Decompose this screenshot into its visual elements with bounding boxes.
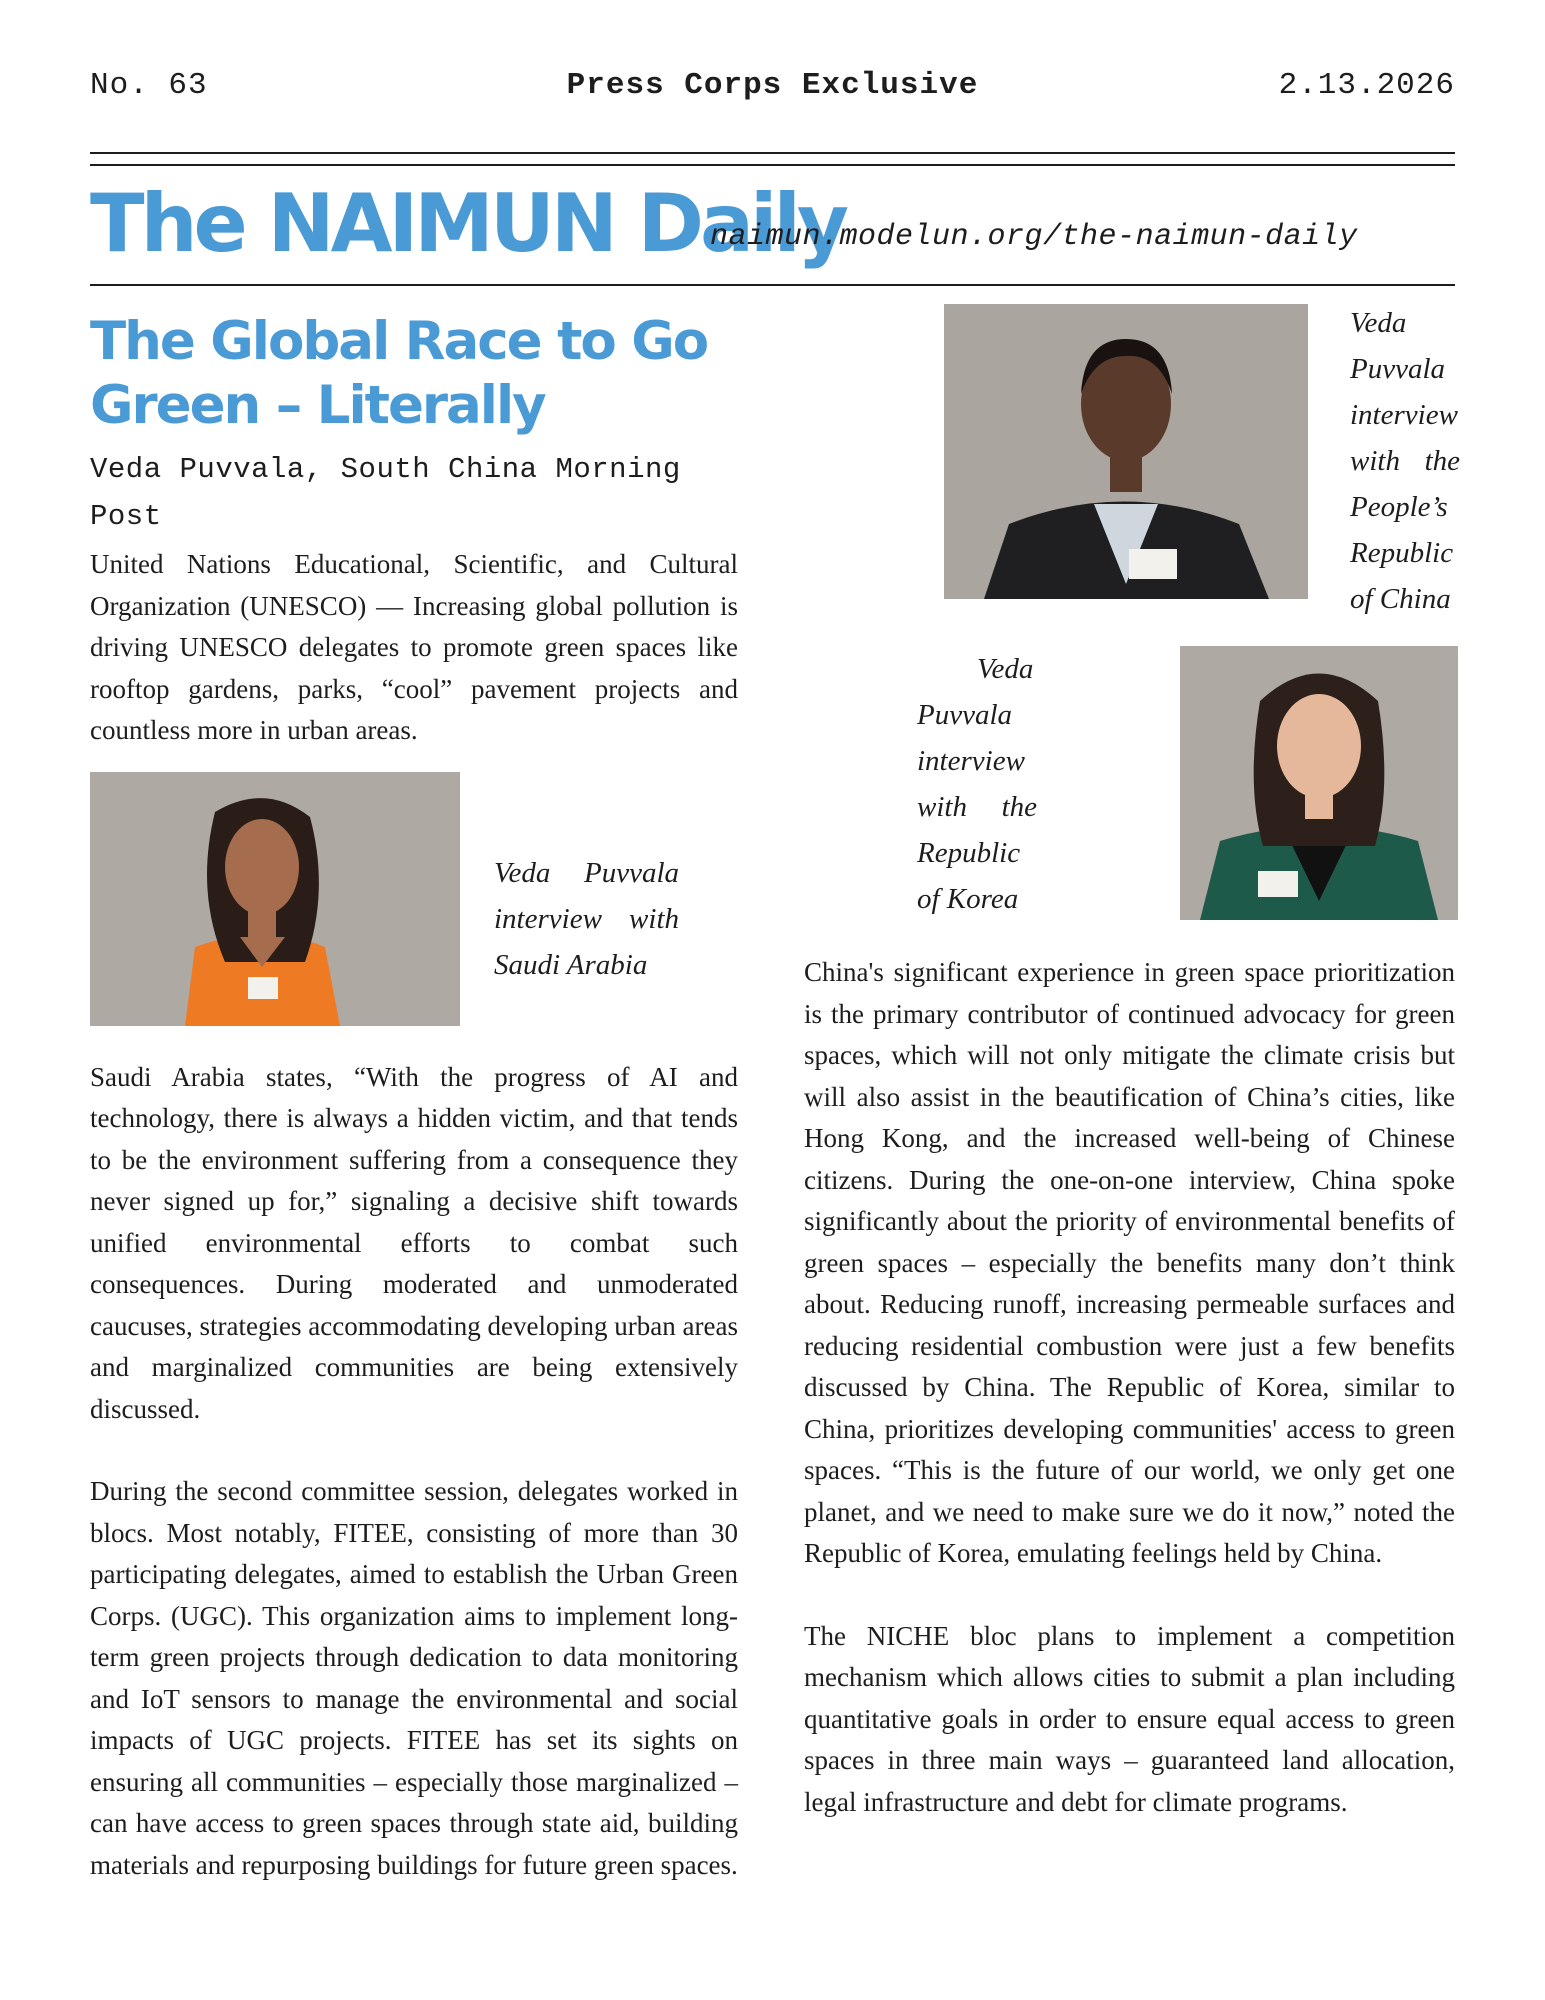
double-divider (90, 152, 1455, 166)
paragraph-china-korea: China's significant experience in green space prioritization is the primary contributor of continued advocacy for green spaces, which will not only mitigate the climate crisis but will also assist in the beautification of China’s cities, like Hong Kong, and the increased well-being of Chinese citizens. During the one-on-one interview, China spoke significantly about the priority of environmental benefits of green spaces – especially the benefits many don’t think about. Reducing runoff, increasing permeable surfaces and reducing residential combustion were just a few benefits discussed by China. The Republic of Korea, similar to China, prioritizes developing communities' access to green spaces. “This is the future of our world, we only get one planet, and we need to make sure we do it now,” noted the Republic of Korea, emulating feelings held by China. (804, 957, 1455, 1568)
left-column (90, 300, 738, 1886)
publication-url[interactable]: naimun.modelun.org/the-naimun-daily (710, 220, 1358, 254)
figure-china (804, 300, 1460, 630)
photo-korea-interview (1180, 646, 1458, 920)
paragraph-saudi-arabia: Saudi Arabia states, “With the progress of AI and technology, there is always a hidden victim, and that tends to be the environment suffering from a consequence they never signed up for,” signaling a decisive shift towards unified environmental efforts to combat such consequences. During moderated and unmoderated caucuses, strategies accommodating developing urban areas and marginalized communities are being extensively discussed. (90, 1061, 738, 1424)
masthead-divider (90, 284, 1455, 286)
top-bar (90, 68, 1455, 118)
article-byline: Veda Puvvala, South China Morning Post (90, 453, 681, 533)
issue-number: No. 63 (90, 68, 208, 103)
caption-korea: Veda Puvvala interview with the Republic of Korea (917, 653, 1037, 915)
section-label: Press Corps Exclusive (566, 68, 979, 103)
article-intro: United Nations Educational, Scientific, and Cultural Organization (UNESCO) — Increasing global pollution is driving UNESCO delegates to promote green spaces like rooftop gardens, parks, “cool” pavement projects and countless more in urban areas. (90, 549, 738, 745)
article-headline: The Global Race to Go Green – Literally (90, 311, 708, 436)
newsletter-page (90, 0, 1460, 2000)
issue-date: 2.13.2026 (1278, 68, 1455, 103)
paragraph-niche-bloc: The NICHE bloc plans to implement a competition mechanism which allows cities to submit a plan including quantitative goals in order to ensure equal access to green spaces in three main ways – guaranteed land allocation, legal infrastructure and debt for climate programs. (804, 1620, 1455, 1817)
photo-china-interview (944, 304, 1308, 599)
photo-saudi-arabia-interview (90, 772, 460, 1026)
figure-saudi (90, 772, 738, 1044)
caption-saudi: Veda Puvvala interview with Saudi Arabia (494, 856, 679, 981)
figure-korea (804, 646, 1455, 950)
paragraph-fitee: During the second committee session, delegates worked in blocs. Most notably, FITEE, consisting of more than 30 participating delegates, aimed to establish the Urban Green Corps. (UGC). This organization aims to implement long-term green projects through dedication to data monitoring and IoT sensors to manage the environmental and social impacts of UGC projects. FITEE has set its sights on ensuring all communities – especially those marginalized – can have access to green spaces through state aid, building materials and repurposing buildings for future green spaces. (90, 1476, 738, 1880)
caption-china: Veda Puvvala interview with the People’s Republic of China (1350, 307, 1460, 615)
masthead (90, 178, 1455, 278)
publication-title: The NAIMUN Daily (90, 177, 846, 270)
right-column (804, 300, 1460, 1823)
